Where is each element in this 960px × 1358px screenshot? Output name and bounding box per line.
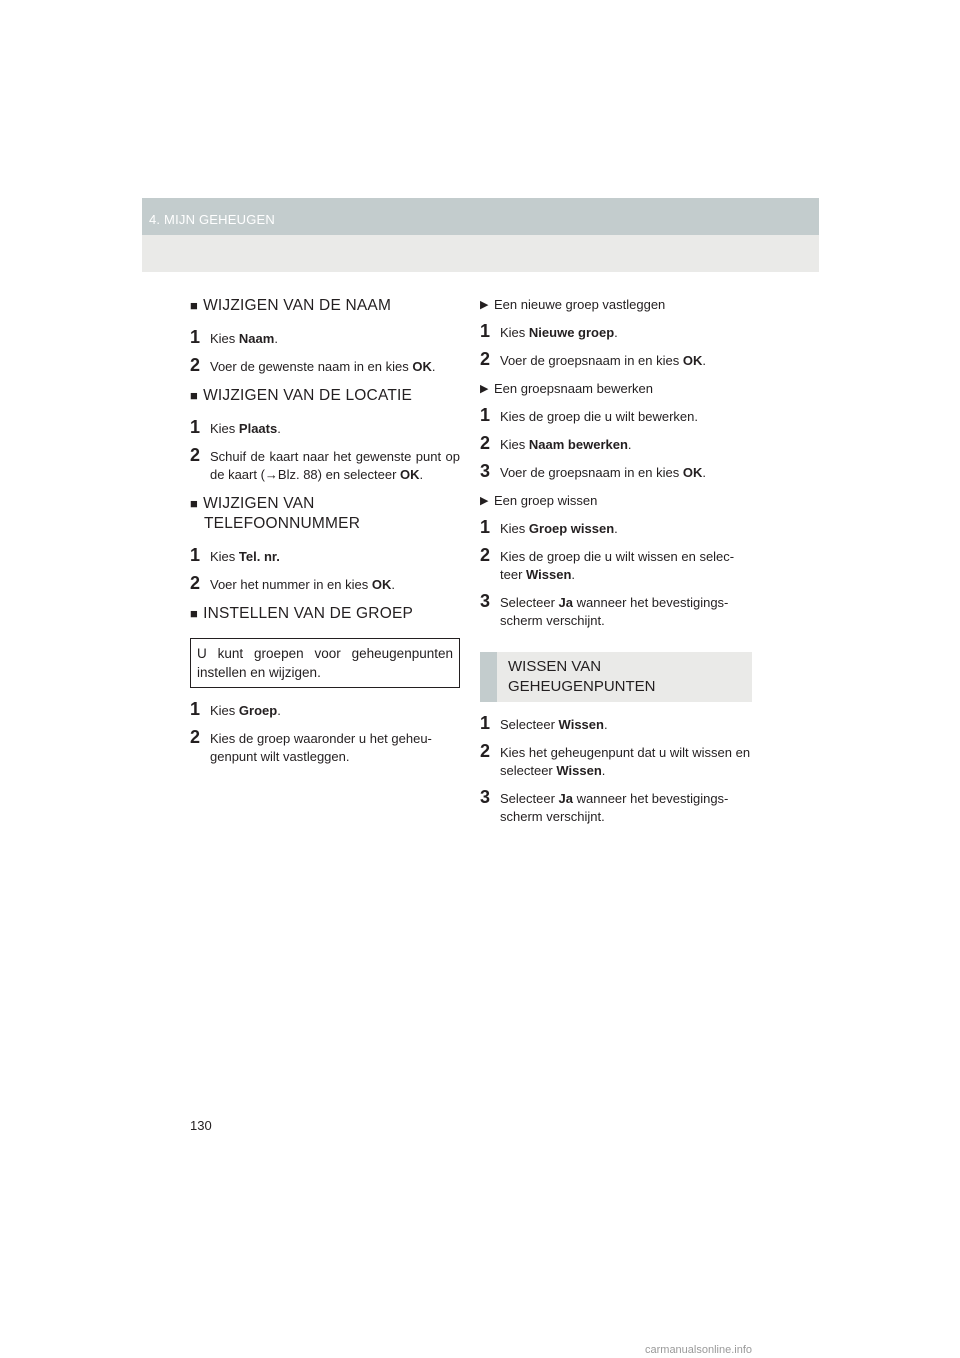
page-number: 130 — [190, 1118, 212, 1133]
step: 2 Kies de groep die u wilt wissen en selec-teer Wissen. — [480, 545, 735, 582]
square-bullet-icon: ■ — [190, 606, 199, 621]
chapter-title: 4. MIJN GEHEUGEN — [149, 212, 275, 227]
step: 1 Kies Plaats. — [190, 417, 281, 437]
section-title-box: WISSEN VAN GEHEUGENPUNTEN — [480, 652, 752, 702]
left-column — [190, 296, 460, 776]
section-heading: ■ WIJZIGEN VAN DE LOCATIE — [190, 387, 413, 404]
step: 1 Selecteer Wissen. — [480, 713, 608, 733]
right-column — [480, 296, 752, 836]
section-heading: ■ INSTELLEN VAN DE GROEP — [190, 605, 414, 622]
info-box: U kunt groepen voor geheugenpunten instellen en wijzigen. — [190, 638, 460, 688]
step: 1 Kies Groep. — [190, 699, 281, 719]
step: 2 Schuif de kaart naar het gewenste punt op de kaart (→Blz. 88) en selecteer OK. — [190, 445, 460, 482]
step: 2 Voer het nummer in en kies OK. — [190, 573, 395, 593]
step: 1 Kies Nieuwe groep. — [480, 321, 618, 341]
step: 2 Kies de groep waaronder u het geheu-genpunt wilt vastleggen. — [190, 727, 432, 764]
step: 2 Kies het geheugenpunt dat u wilt wissen en selecteer Wissen. — [480, 741, 751, 778]
section-heading: ■ WIJZIGEN VAN TELEFOONNUMMER — [190, 495, 361, 532]
step: 1 Kies Tel. nr. — [190, 545, 280, 565]
step: 3 Selecteer Ja wanneer het bevestigings-scherm verschijnt. — [480, 591, 729, 628]
square-bullet-icon: ■ — [190, 496, 199, 511]
step: 2 Voer de groepsnaam in en kies OK. — [480, 349, 706, 369]
triangle-bullet-icon: ▶ — [480, 495, 489, 507]
triangle-bullet-icon: ▶ — [480, 299, 489, 311]
step: 2 Voer de gewenste naam in en kies OK. — [190, 355, 436, 375]
step: 1 Kies Naam. — [190, 327, 278, 347]
square-bullet-icon: ■ — [190, 298, 199, 313]
step: 3 Selecteer Ja wanneer het bevestigings-scherm verschijnt. — [480, 787, 729, 824]
step: 1 Kies Groep wissen. — [480, 517, 618, 537]
chapter-header — [142, 198, 819, 272]
chapter-header-strip — [142, 198, 819, 235]
step: 2 Kies Naam bewerken. — [480, 433, 632, 453]
sub-heading: ▶ Een groepsnaam bewerken — [480, 381, 653, 396]
section-heading: ■ WIJZIGEN VAN DE NAAM — [190, 297, 392, 314]
section-title-bar — [480, 652, 497, 702]
sub-heading: ▶ Een groep wissen — [480, 493, 598, 508]
step: 1 Kies de groep die u wilt bewerken. — [480, 405, 699, 425]
square-bullet-icon: ■ — [190, 388, 199, 403]
watermark-footer: carmanualsonline.info — [645, 1344, 753, 1356]
step: 3 Voer de groepsnaam in en kies OK. — [480, 461, 706, 481]
triangle-bullet-icon: ▶ — [480, 383, 489, 395]
sub-heading: ▶ Een nieuwe groep vastleggen — [480, 297, 666, 312]
